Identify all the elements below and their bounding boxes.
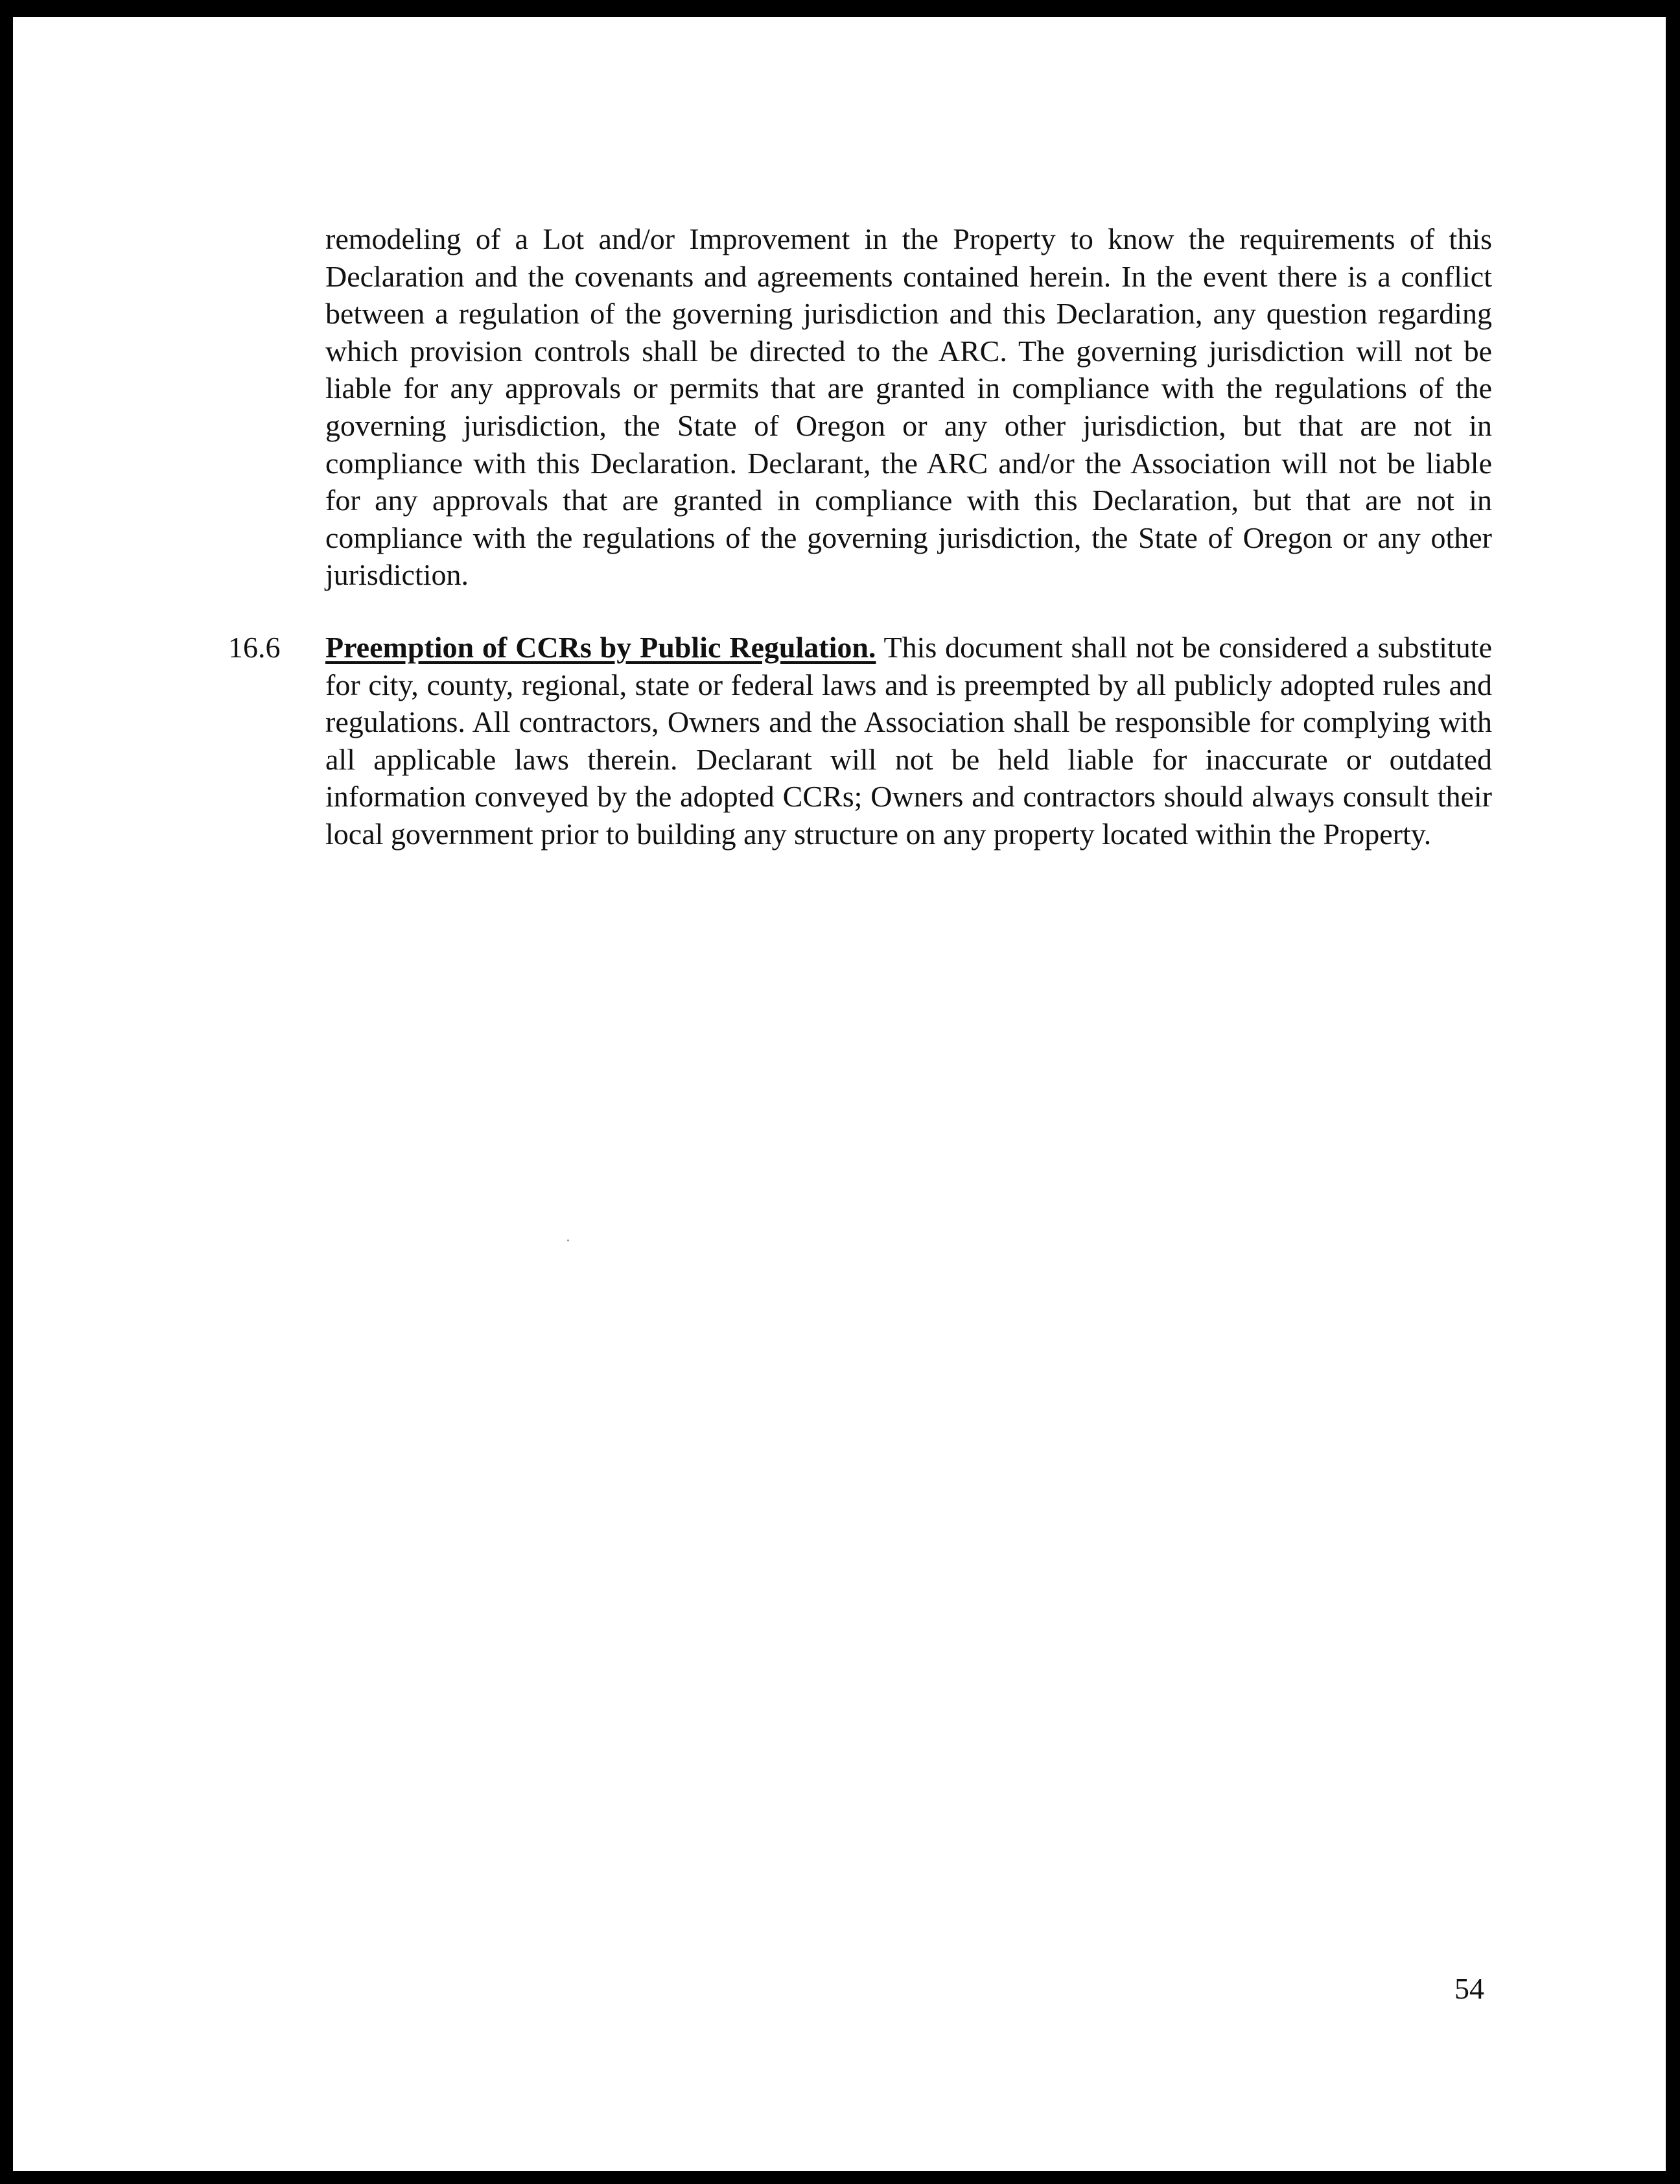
page-number: 54: [1454, 1972, 1484, 2005]
section-heading: Preemption of CCRs by Public Regulation.: [325, 631, 876, 664]
section-paragraph: [325, 629, 1492, 853]
continuation-paragraph: remodeling of a Lot and/or Improvement in the Property to know the requirements of this Declaration and the covenants and agreements contained herein. In the event there is a conflict between a regulation of the governing jurisdiction and this Declaration, any question regarding which provision controls shall be directed to the ARC. The governing jurisdiction will not be liable for any approvals or permits that are granted in compliance with the regulations of the governing jurisdiction, the State of Oregon or any other jurisdiction, but that are not in compliance with this Declaration. Declarant, the ARC and/or the Association will not be liable for any approvals that are granted in compliance with this Declaration, but that are not in compliance with the regulations of the governing jurisdiction, the State of Oregon or any other jurisdiction.: [325, 222, 1492, 592]
section-number: 16.6: [228, 631, 281, 664]
scan-speck: [567, 1239, 569, 1241]
section-body-text: This document shall not be considered a substitute for city, county, regional, state or federal laws and is preempted by all publicly adopted rules and regulations. All contractors, Owners and the Association shall be responsible for complying with all applicable laws therein. Declarant will not be held liable for inaccurate or outdated information conveyed by the adopted CCRs; Owners and contractors should always consult their local government prior to building any structure on any property located within the Property.: [325, 631, 1492, 851]
